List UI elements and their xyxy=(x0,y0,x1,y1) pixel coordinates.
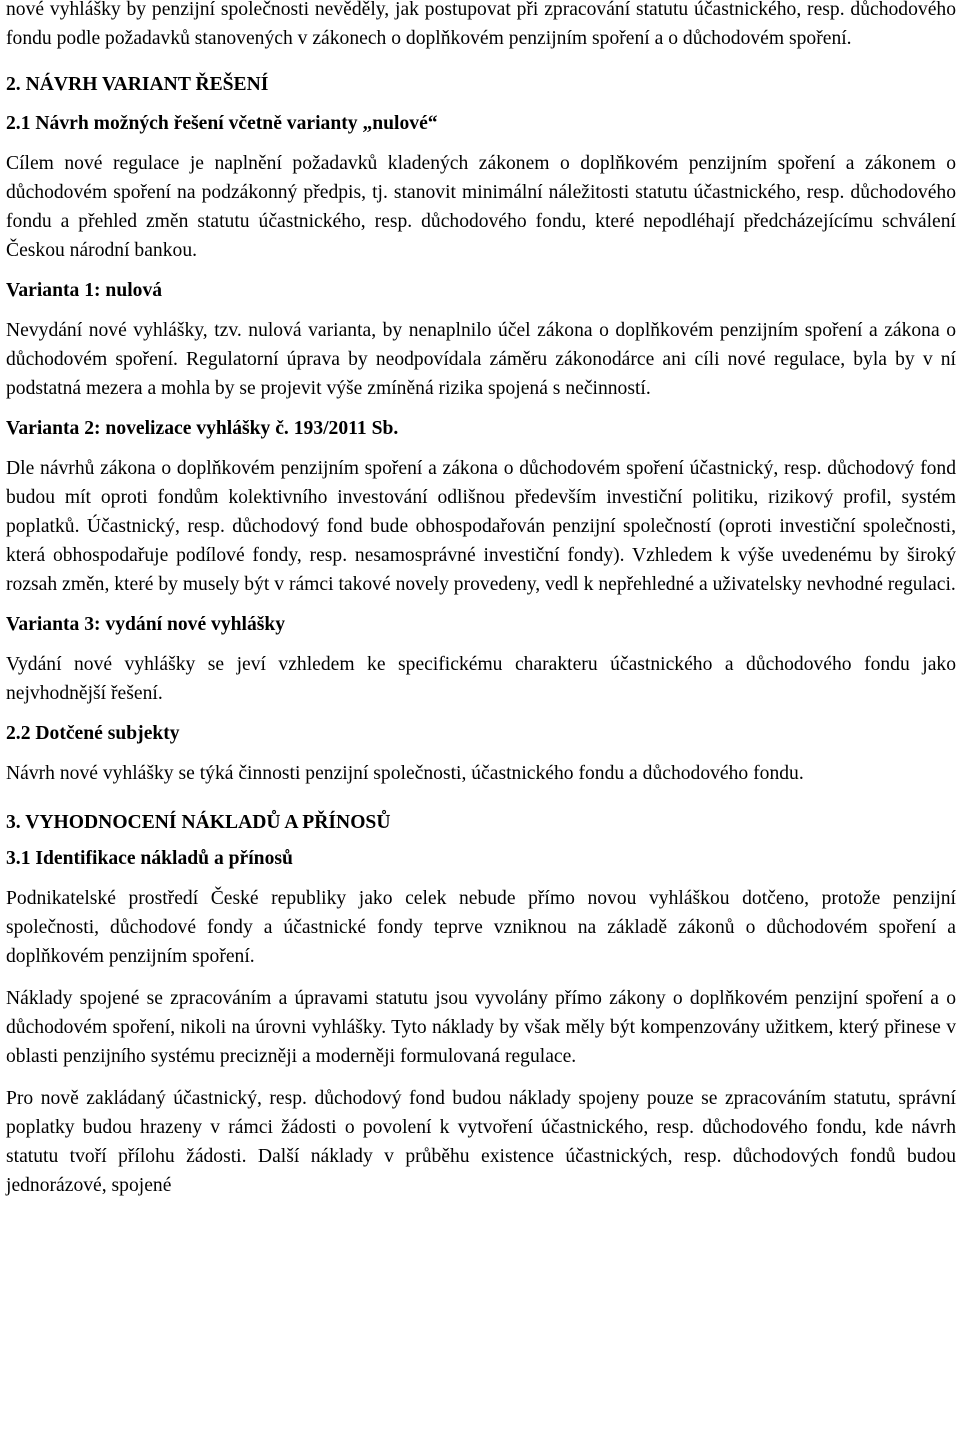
variant-2-text: Dle návrhů zákona o doplňkovém penzijním spoření a zákona o důchodovém spoření účastnický, resp. důchodový fond budou mít oproti fondům kolektivního investování odlišnou především investiční politiku, rizikový profil, systém poplatků. Účastnický, resp. důchodový fond bude obhospodařován penzijní společností (oproti investiční společnosti, která obhospodařuje podílové fondy, resp. nesamosprávné investiční fondy). Vzhledem k výše uvedenému by široký rozsah změn, které by musely být v rámci takové novely provedeny, vedl k nepřehledné a uživatelsky nevhodné regulaci. xyxy=(6,458,956,595)
paragraph-3-1-a: Podnikatelské prostředí České republiky jako celek nebude přímo novou vyhláškou dotčeno, protože penzijní společnosti, důchodové fondy a účastnické fondy teprve vzniknou na základě zákonů o důchodovém spoření a doplňkovém penzijním spoření. xyxy=(6,888,956,967)
section-heading-3: 3. VYHODNOCENÍ NÁKLADŮ A PŘÍNOSŮ xyxy=(6,812,391,833)
paragraph-2-1: Cílem nové regulace je naplnění požadavků kladených zákonem o doplňkovém penzijním spoření a zákonem o důchodovém spoření na podzákonný předpis, tj. stanovit minimální náležitosti statutu účastnického, resp. důchodového fondu a přehled změn statutu účastnického, resp. důchodového fondu, které nepodléhají předcházejícímu schválení Českou národní bankou. xyxy=(6,153,956,261)
document-page xyxy=(6,0,956,1200)
paragraph-2-2: Návrh nové vyhlášky se týká činnosti penzijní společnosti, účastnického fondu a důchodového fondu. xyxy=(6,763,804,784)
paragraph-3-1-b: Náklady spojené se zpracováním a úpravami statutu jsou vyvolány přímo zákony o doplňkovém penzijní spoření a o důchodovém spoření, nikoli na úrovni vyhlášky. Tyto náklady by však měly být kompenzovány užitkem, který přinese v oblasti penzijního systému precizněji a moderněji formulovaná regulace. xyxy=(6,988,956,1067)
variant-1-heading: Varianta 1: nulová xyxy=(6,280,163,301)
variant-2-heading: Varianta 2: novelizace vyhlášky č. 193/2011 Sb. xyxy=(6,418,399,439)
variant-1-text: Nevydání nové vyhlášky, tzv. nulová varianta, by nenaplnilo účel zákona o doplňkovém penzijním spoření a zákona o důchodovém spoření. Regulatorní úprava by neodpovídala záměru zákonodárce ani cíli nové regulace, byla by v ní podstatná mezera a mohla by se projevit výše zmíněná rizika spojená s nečinností. xyxy=(6,320,956,399)
variant-3-text: Vydání nové vyhlášky se jeví vzhledem ke specifickému charakteru účastnického a důchodového fondu jako nejvhodnější řešení. xyxy=(6,654,956,704)
paragraph-3-1-c: Pro nově zakládaný účastnický, resp. důchodový fond budou náklady spojeny pouze se zpracováním statutu, správní poplatky budou hrazeny v rámci žádosti o povolení k vytvoření účastnického, resp. důchodového fondu, kde návrh statutu tvoří přílohu žádosti. Další náklady v průběhu existence účastnických, resp. důchodových fondů budou jednorázové, spojené xyxy=(6,1088,956,1196)
variant-3-heading: Varianta 3: vydání nové vyhlášky xyxy=(6,614,286,635)
intro-paragraph: nové vyhlášky by penzijní společnosti nevěděly, jak postupovat při zpracování statutu účastnického, resp. důchodového fondu podle požadavků stanovených v zákonech o doplňkovém penzijním spoření a o důchodovém spoření. xyxy=(6,0,956,49)
subsection-heading-3-1: 3.1 Identifikace nákladů a přínosů xyxy=(6,848,293,869)
subsection-heading-2-2: 2.2 Dotčené subjekty xyxy=(6,723,180,744)
subsection-heading-2-1: 2.1 Návrh možných řešení včetně varianty „nulové“ xyxy=(6,113,438,134)
section-heading-2: 2. NÁVRH VARIANT ŘEŠENÍ xyxy=(6,74,269,95)
